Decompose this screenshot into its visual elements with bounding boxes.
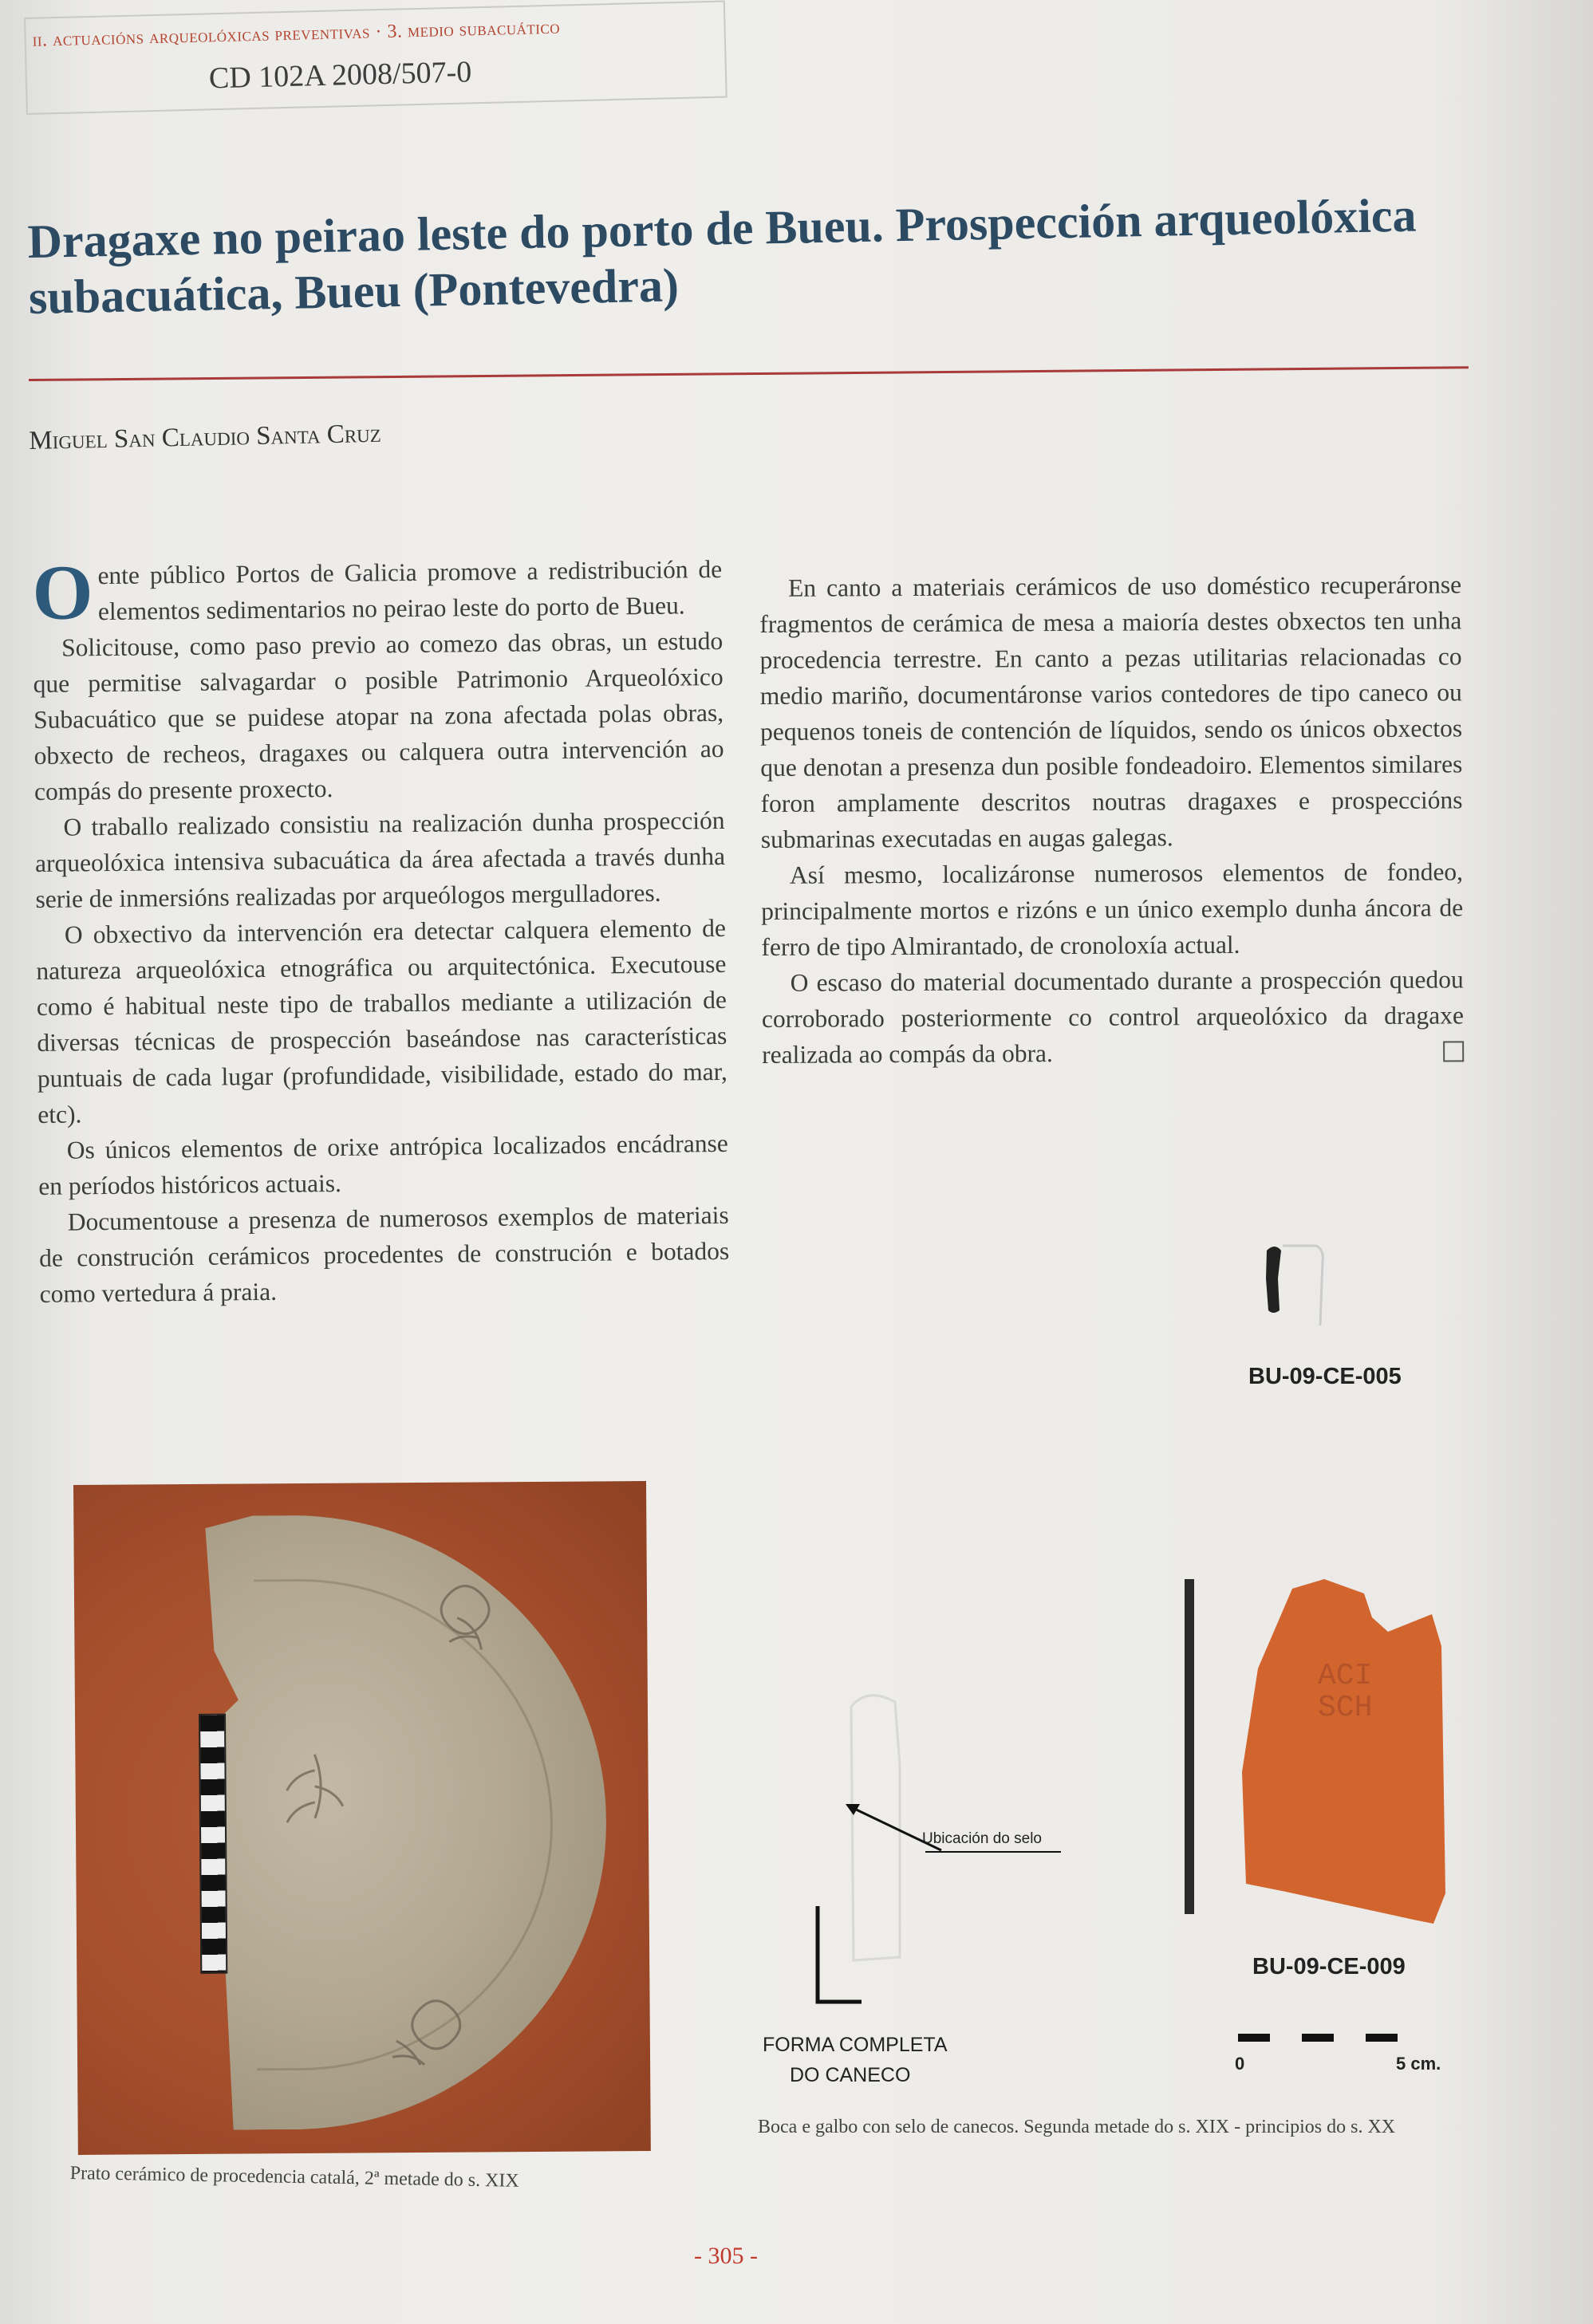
drawing-svg — [750, 1212, 1484, 2169]
floral-motif — [392, 2041, 424, 2065]
drop-cap: O — [31, 549, 94, 636]
paragraph: Solicitouse, como paso previo ao comezo das obras, un estudo que permitise salvagardar o posible Patrimonio Arqueolóxico Subacuático que se puidese atopar na zona afectada polas obras, obxecto de recheos, dragaxes ou calquera outra intervención ao compás do presente proxecto. — [33, 626, 724, 806]
photo-scale-bar — [199, 1714, 227, 1974]
floral-motif — [441, 1585, 489, 1633]
sherd-label: BU-09-CE-009 — [1252, 1954, 1406, 1979]
sherd-label: BU-09-CE-005 — [1248, 1364, 1402, 1389]
stamp-text: ACI — [1318, 1659, 1373, 1693]
sherd-009-drawing — [1242, 1579, 1445, 1924]
end-of-article-mark — [1443, 1041, 1464, 1062]
paragraph: En canto a materiais cerámicos de uso doméstico recuperáronse fragmentos de cerámica de mesa a maioría destes obxectos ten unha procedencia terrestre. En canto a pezas utilitarias relacionadas co medio mariño, documentáronse varios contedores de tipo caneco ou pequenos toneis de contención de líquidos, sendo os únicos obxectos que denotan a presenza dun posible fondeadoiro. Elementos similares foron amplamente descritos noutras dragaxes e prospeccións submarinas executadas en augas galegas. — [759, 570, 1463, 853]
sherd-drawings — [750, 1212, 1484, 2169]
paragraph: O obxectivo da intervención era detectar calquera elemento de natureza arqueolóxica etnográfica ou arquitectónica. Executouse como é habitual neste tipo de traballos mediante a utilización de diversas técnicas de prospección baseándose nas características puntuais de cada lugar (profundidade, visibilidade, estado do mar, etc). — [36, 913, 727, 1129]
scale-seg — [1302, 2034, 1334, 2042]
section-label: ii. actuacións arqueolóxicas preventivas · 3. medio subacuático — [32, 17, 561, 51]
title-divider — [29, 366, 1469, 381]
scale-label: 0 — [1235, 2054, 1245, 2074]
paragraph: O escaso do material documentado durante a prospección quedou corroborado posteriormente co control arqueolóxico da dragaxe realizada ao compás da obra. — [761, 965, 1465, 1069]
running-header — [24, 1, 727, 115]
paragraph: Os únicos elementos de orixe antrópica localizados encádranse en períodos históricos actuais. — [38, 1129, 728, 1200]
article-title: Dragaxe no peirao leste do porto de Bueu. Prospección arqueolóxica subacuática, Bueu (Pontevedra) — [27, 188, 1417, 324]
paragraph: Documentouse a presenza de numerosos exemplos de materiais de construción cerámicos procedentes de construción e botados como vertedura á praia. — [39, 1200, 730, 1308]
left-column — [32, 551, 730, 1312]
full-form-label: FORMA COMPLETA — [763, 2034, 948, 2056]
floral-motif — [412, 2001, 460, 2049]
leaf-motif — [286, 1755, 343, 1822]
paragraph: Así mesmo, localizáronse numerosos elementos de fondeo, principalmente mortos e rizóns e un único exemplo dunha áncora de ferro de tipo Almirantado, de cronoloxía actual. — [761, 857, 1464, 961]
page-number: - 305 - — [694, 2243, 758, 2269]
sherd-005-outline — [1283, 1246, 1323, 1325]
scale-seg — [1238, 2034, 1270, 2042]
scale-label: 5 cm. — [1396, 2054, 1441, 2074]
scale-seg — [1366, 2034, 1398, 2042]
author-name: Miguel San Claudio Santa Cruz — [29, 419, 382, 455]
arrow-label: Ubicación do selo — [922, 1830, 1042, 1847]
record-code: CD 102A 2008/507-0 — [208, 55, 472, 96]
plate-photo — [73, 1481, 651, 2155]
drawing-caption: Boca e galbo con selo de canecos. Segunda metade do s. XIX - principios do s. XX — [758, 2117, 1396, 2137]
paragraph: O ente público Portos de Galicia promove a redistribución de elementos sedimentarios no peirao leste do porto de Bueu. — [31, 549, 723, 636]
caneco-profile — [818, 1906, 862, 2002]
full-form-label: DO CANECO — [790, 2064, 911, 2086]
photo-caption: Prato cerámico de procedencia catalá, 2ª metade do s. XIX — [69, 2163, 519, 2192]
stamp-text: SCH — [1318, 1691, 1373, 1725]
right-column — [759, 566, 1464, 1073]
sherd-005-profile — [1266, 1247, 1281, 1313]
sherd-009-section — [1185, 1579, 1194, 1914]
plate-decoration — [73, 1481, 651, 2155]
paragraph: O traballo realizado consistiu na realización dunha prospección arqueolóxica intensiva subacuática da área afectada a través dunha serie de inmersións realizadas por arqueólogos mergulladores. — [34, 806, 726, 913]
